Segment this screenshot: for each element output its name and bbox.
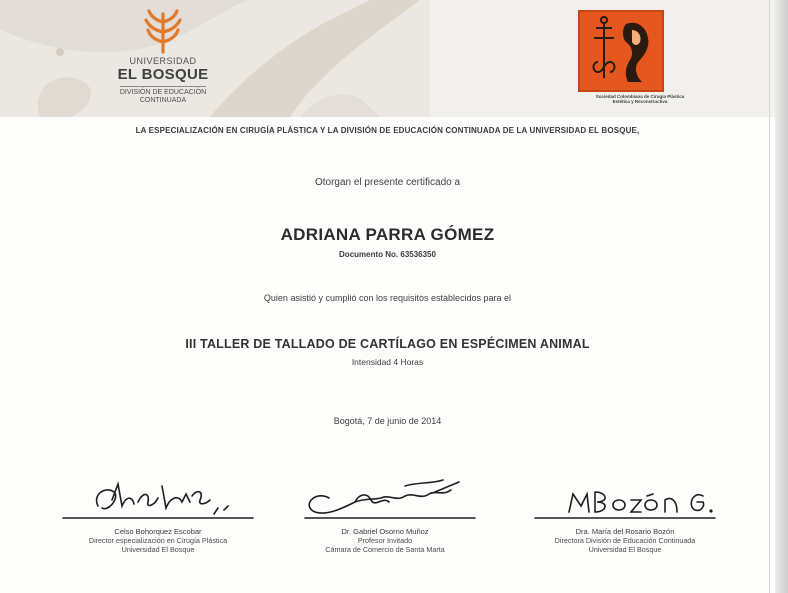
signature-institution: Cámara de Comercio de Santa Marta [325, 545, 445, 554]
signature-director-drawing [58, 472, 258, 524]
signature-block-professor [285, 472, 485, 554]
society-emblem-icon [580, 12, 662, 90]
division-label [120, 86, 206, 105]
signature-directora-drawing [525, 472, 725, 524]
division-line-2: CONTINUADA [139, 97, 187, 104]
grant-text: Otorgan el presente certificado a [314, 177, 461, 188]
university-emblem-icon [143, 8, 183, 54]
page-right-edge [775, 0, 788, 593]
signature-role: Director especialización en Cirugía Plástica [88, 536, 228, 545]
place-date: Bogotá, 7 de junio de 2014 [333, 416, 442, 426]
header-banner [0, 0, 775, 117]
attended-text: Quien asistió y cumplió con los requisitos establecidos para el [263, 293, 512, 303]
signature-name: Celso Bohorquez Escobar [114, 527, 202, 536]
society-line-2: Estética y Reconstructiva [612, 99, 668, 104]
society-line-1: Sociedad Colombiana de Cirugía Plástica [595, 94, 685, 99]
society-seal [578, 10, 664, 92]
course-title: III TALLER DE TALLADO DE CARTÍLAGO EN ESPÉCIMEN ANIMAL [185, 337, 590, 351]
universidad-el-bosque-logo [108, 8, 218, 112]
university-label-main: EL BOSQUE [117, 66, 209, 83]
signature-institution: Universidad El Bosque [121, 545, 195, 554]
signature-block-directora [525, 472, 725, 554]
course-hours: Intensidad 4 Horas [351, 357, 424, 367]
page-edge-line [769, 0, 770, 593]
university-label-small: UNIVERSIDAD [129, 56, 197, 66]
signature-name: Dra. María del Rosario Bozón [575, 527, 675, 536]
division-line-1: DIVISIÓN DE EDUCACIÓN [119, 89, 207, 96]
signature-name: Dr. Gabriel Osorno Muñoz [341, 527, 429, 536]
society-name [570, 94, 710, 104]
document-number: Documento No. 63536350 [339, 250, 436, 259]
recipient-name: ADRIANA PARRA GÓMEZ [280, 225, 495, 244]
signature-professor-drawing [285, 472, 485, 524]
signature-role: Profesor Invitado [357, 536, 413, 545]
certificate-heading: LA ESPECIALIZACIÓN EN CIRUGÍA PLÁSTICA Y LA DIVISIÓN DE EDUCACIÓN CONTINUADA DE LA UNIVERSIDAD EL BOSQUE, [135, 126, 640, 135]
society-logo [570, 8, 710, 112]
signature-block-director [58, 472, 258, 554]
signature-role: Directora División de Educación Continuada [554, 536, 696, 545]
signature-institution: Universidad El Bosque [588, 545, 662, 554]
